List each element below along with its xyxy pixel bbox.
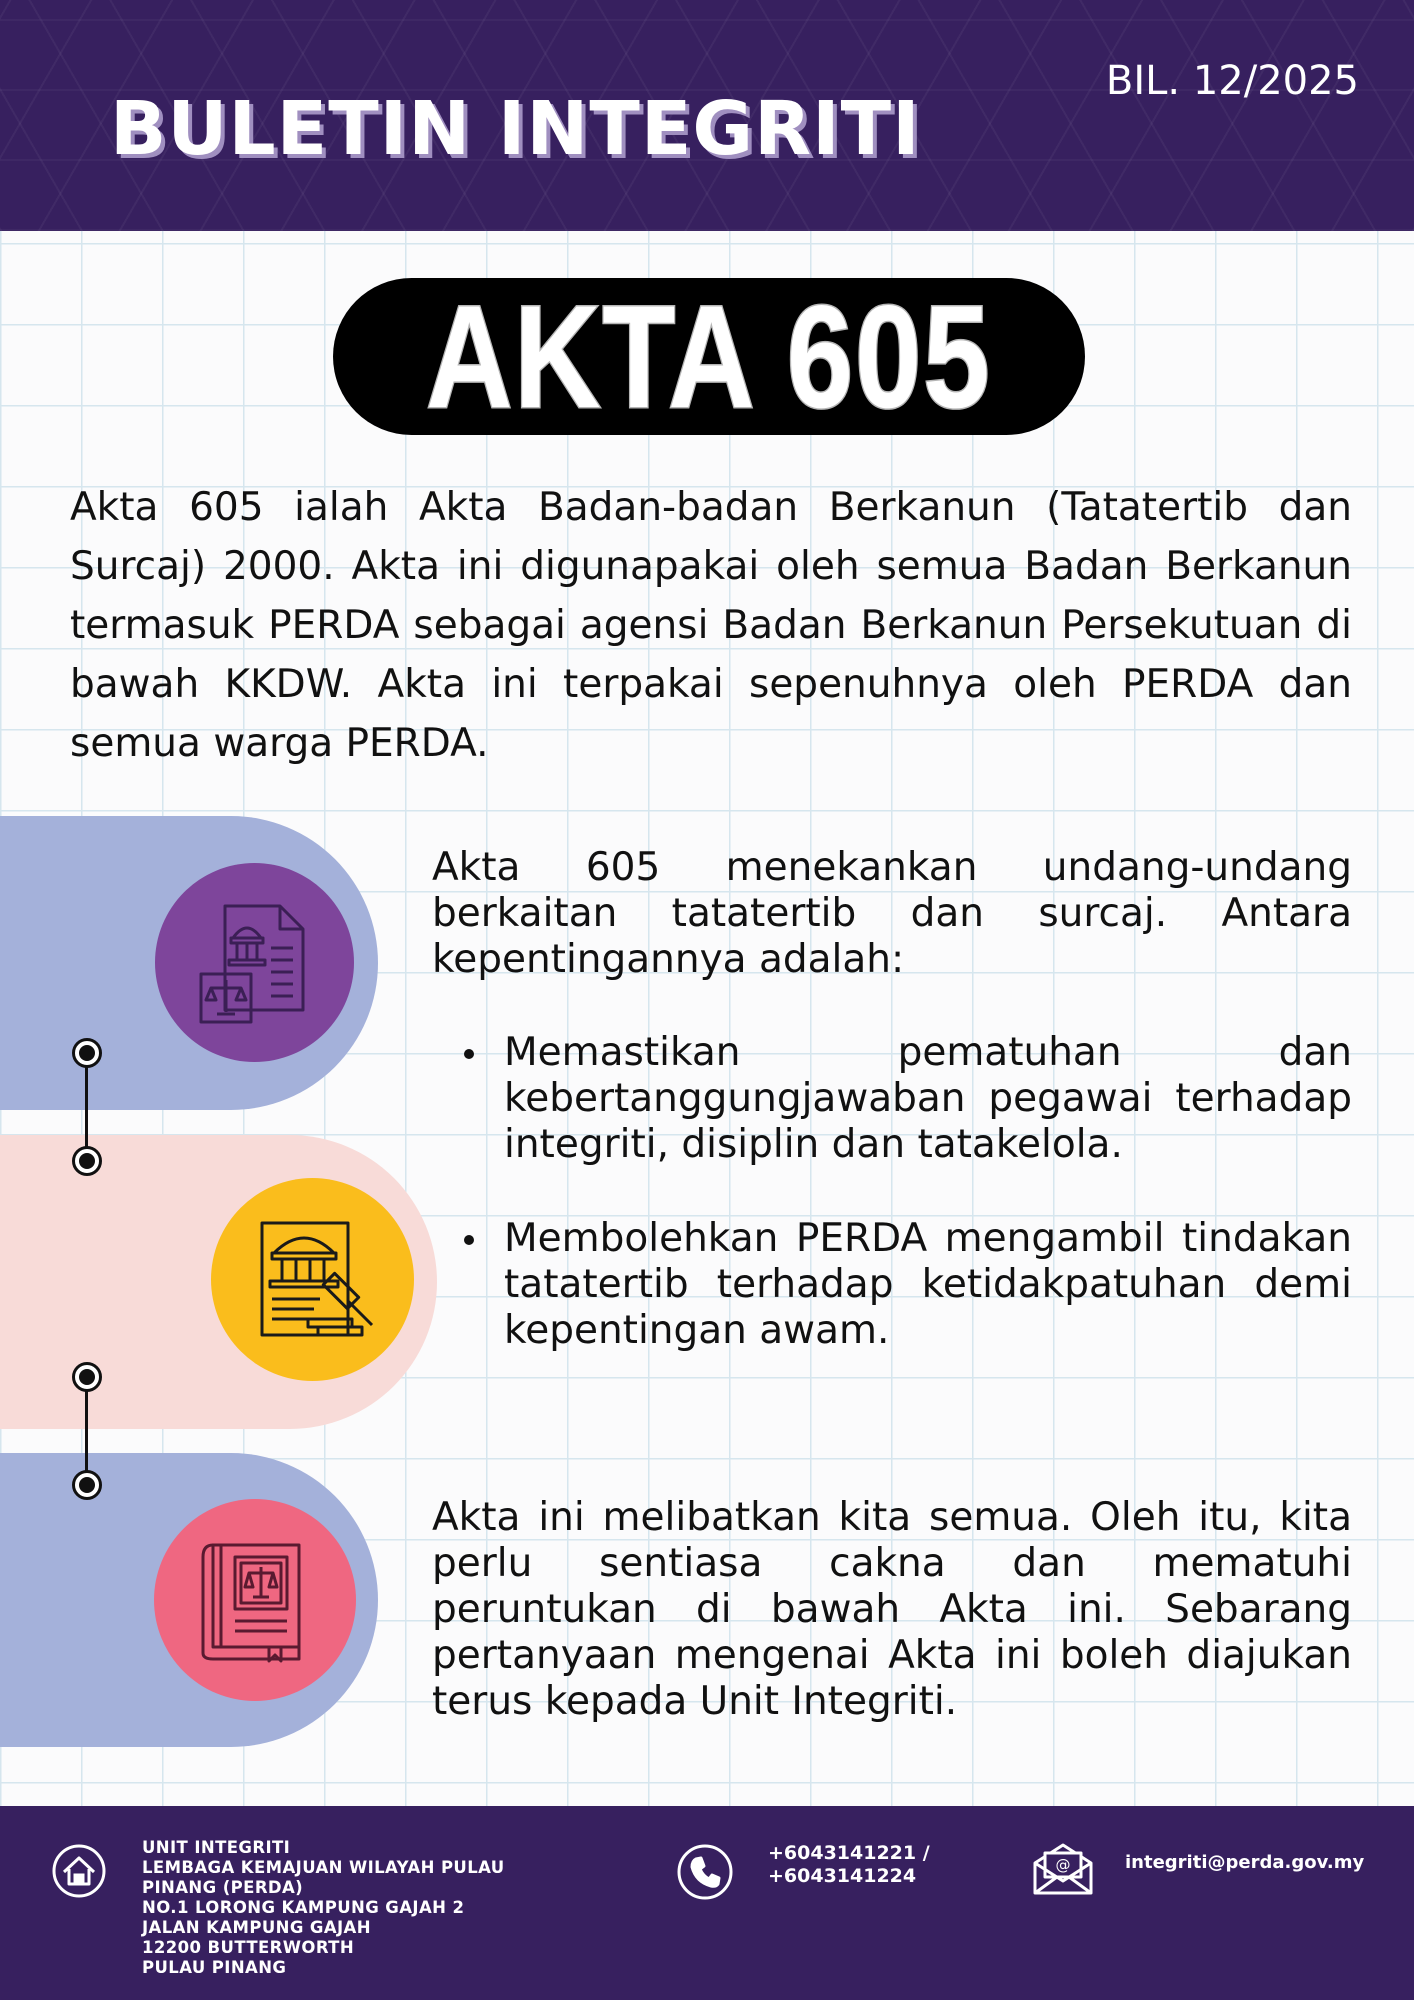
bullet-item bbox=[432, 1030, 1352, 1168]
law-book-scales-icon bbox=[154, 1499, 356, 1701]
phone-line: +6043141221 / bbox=[768, 1842, 930, 1864]
bullet-marker bbox=[464, 1049, 474, 1059]
footer bbox=[0, 1806, 1414, 2000]
address-line: 12200 BUTTERWORTH bbox=[142, 1938, 355, 1957]
section-lead: Akta 605 menekankan undang-undang berkaitan tatatertib dan surcaj. Antara kepentingannya adalah: bbox=[432, 845, 1352, 982]
address-line: PINANG (PERDA) bbox=[142, 1878, 304, 1897]
bullet-item bbox=[432, 1216, 1352, 1354]
address-line: NO.1 LORONG KAMPUNG GAJAH 2 bbox=[142, 1898, 465, 1917]
phone-icon bbox=[676, 1843, 734, 1901]
timeline-dot bbox=[72, 1470, 102, 1500]
address-line: UNIT INTEGRITI bbox=[142, 1838, 291, 1857]
intro-paragraph: Akta 605 ialah Akta Badan-badan Berkanun (Tatatertib dan Surcaj) 2000. Akta ini digunapakai oleh semua Badan Berkanun termasuk PERDA sebagai agensi Badan Berkanun Persekutuan di bawah KKDW. Akta ini terpakai sepenuhnya oleh PERDA dan semua warga PERDA. bbox=[70, 485, 1352, 766]
footer-address bbox=[142, 1838, 505, 1978]
act-title-pill bbox=[333, 274, 1085, 438]
svg-text:@: @ bbox=[1055, 1856, 1071, 1874]
address-line: LEMBAGA KEMAJUAN WILAYAH PULAU bbox=[142, 1858, 505, 1877]
bullet-marker bbox=[464, 1235, 474, 1245]
timeline-dot bbox=[72, 1362, 102, 1392]
act-title: AKTA 605 bbox=[426, 274, 992, 438]
address-line: PULAU PINANG bbox=[142, 1958, 287, 1977]
footer-email[interactable]: integriti@perda.gov.my bbox=[1125, 1852, 1365, 1873]
home-icon bbox=[52, 1844, 106, 1898]
bulletin-title: BULETIN INTEGRITI bbox=[110, 86, 921, 172]
footer-phone[interactable] bbox=[768, 1842, 930, 1888]
timeline-dot bbox=[72, 1146, 102, 1176]
court-document-icon bbox=[155, 863, 354, 1062]
timeline-connector-2 bbox=[85, 1377, 88, 1485]
header-banner bbox=[0, 0, 1414, 231]
timeline-connector-1 bbox=[85, 1052, 88, 1160]
issue-number: BIL. 12/2025 bbox=[1105, 58, 1359, 104]
closing-paragraph: Akta ini melibatkan kita semua. Oleh itu, kita perlu sentiasa cakna dan mematuhi peruntukan di bawah Akta ini. Sebarang pertanyaan mengenai Akta ini boleh diajukan terus kepada Unit Integriti. bbox=[432, 1495, 1352, 1724]
timeline-dot bbox=[72, 1038, 102, 1068]
address-line: JALAN KAMPUNG GAJAH bbox=[142, 1918, 371, 1937]
bullet-text: Membolehkan PERDA mengambil tindakan tatatertib terhadap ketidakpatuhan demi kepentingan awam. bbox=[504, 1216, 1352, 1353]
bullet-text: Memastikan pematuhan dan kebertanggungjawaban pegawai terhadap integriti, disiplin dan tatakelola. bbox=[504, 1030, 1352, 1167]
court-gavel-document-icon bbox=[211, 1178, 414, 1381]
phone-line: +6043141224 bbox=[768, 1865, 917, 1887]
email-icon bbox=[1031, 1841, 1095, 1897]
bullet-list bbox=[432, 1030, 1352, 1354]
